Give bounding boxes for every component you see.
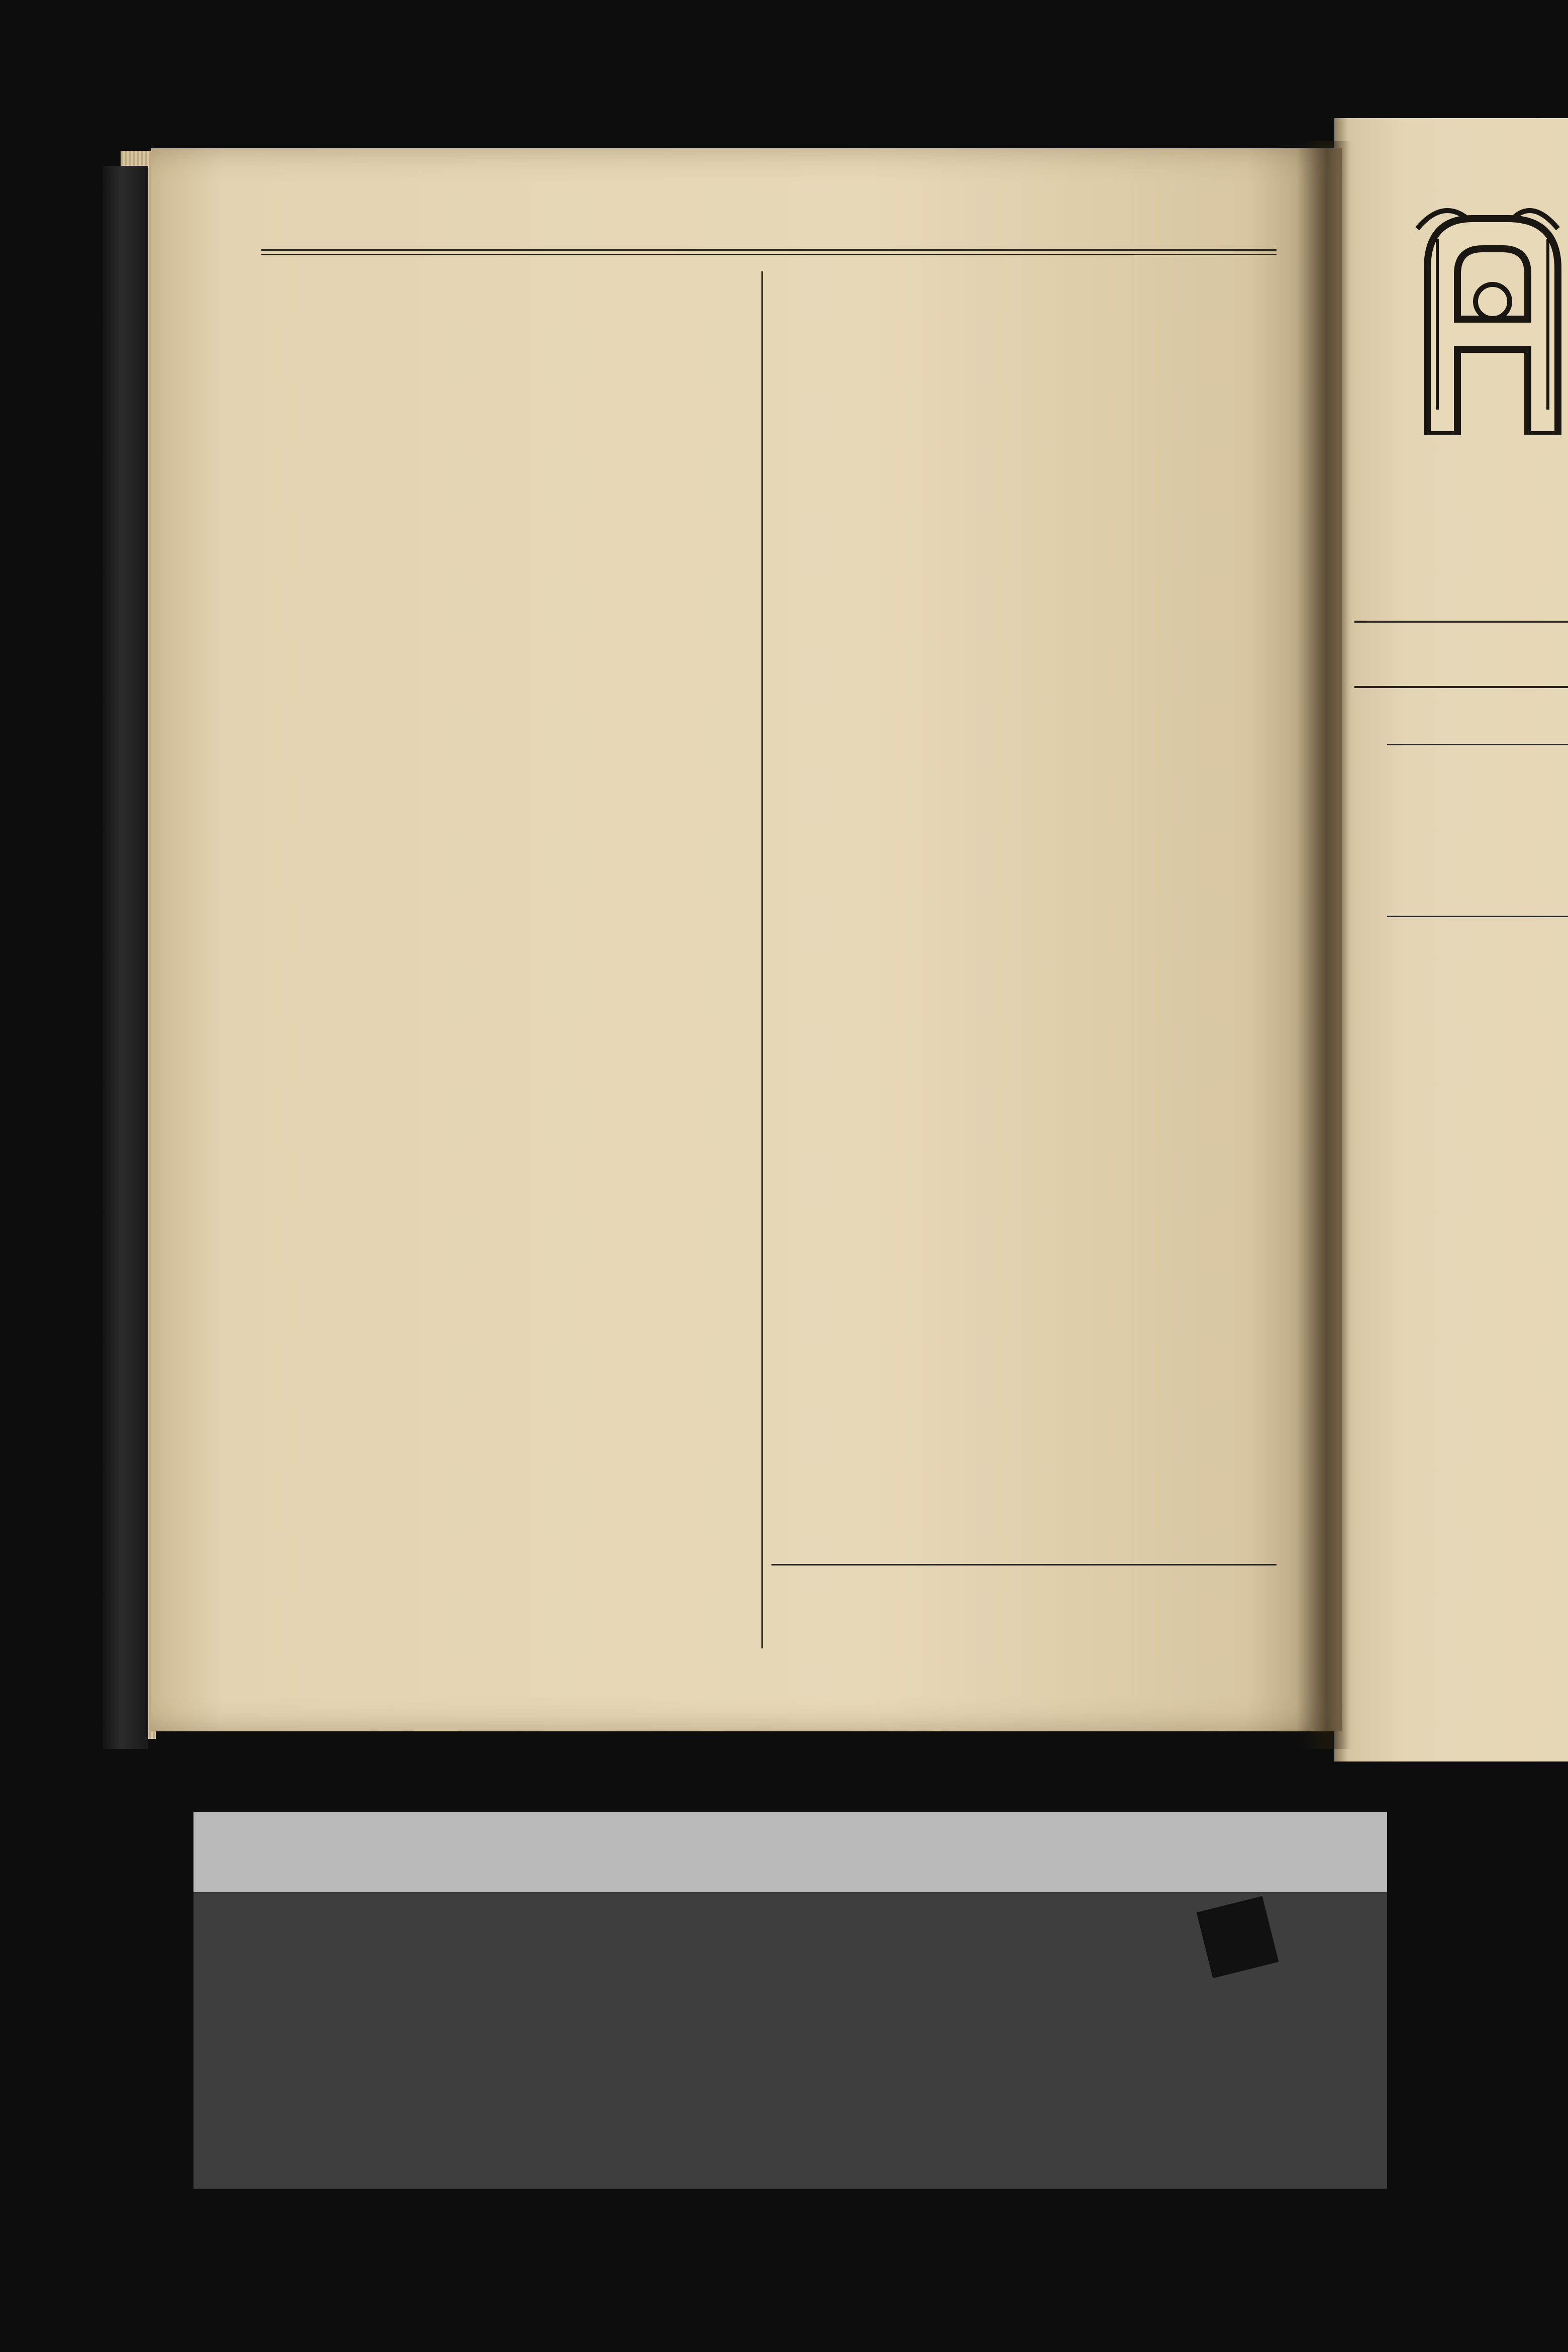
right-page-body-text — [1352, 1058, 1568, 1696]
column-separator — [761, 271, 763, 1648]
colour-chart — [193, 1812, 1387, 2189]
header-rule — [261, 249, 1277, 255]
book-spine — [103, 166, 148, 1749]
masthead-rule — [1354, 621, 1568, 623]
masthead-rule — [1387, 744, 1568, 745]
masthead-rule — [1354, 686, 1568, 688]
contents-rule — [1387, 916, 1568, 917]
danes-picta-logo — [1197, 1896, 1279, 1979]
masthead-ornamental-letter — [1407, 199, 1568, 435]
book-gutter-shadow — [1297, 141, 1352, 1749]
text-column-left — [245, 274, 738, 1671]
imprint-rule — [771, 1564, 1277, 1565]
measurement-ruler — [193, 1812, 1387, 1892]
text-column-right — [774, 274, 1266, 1550]
